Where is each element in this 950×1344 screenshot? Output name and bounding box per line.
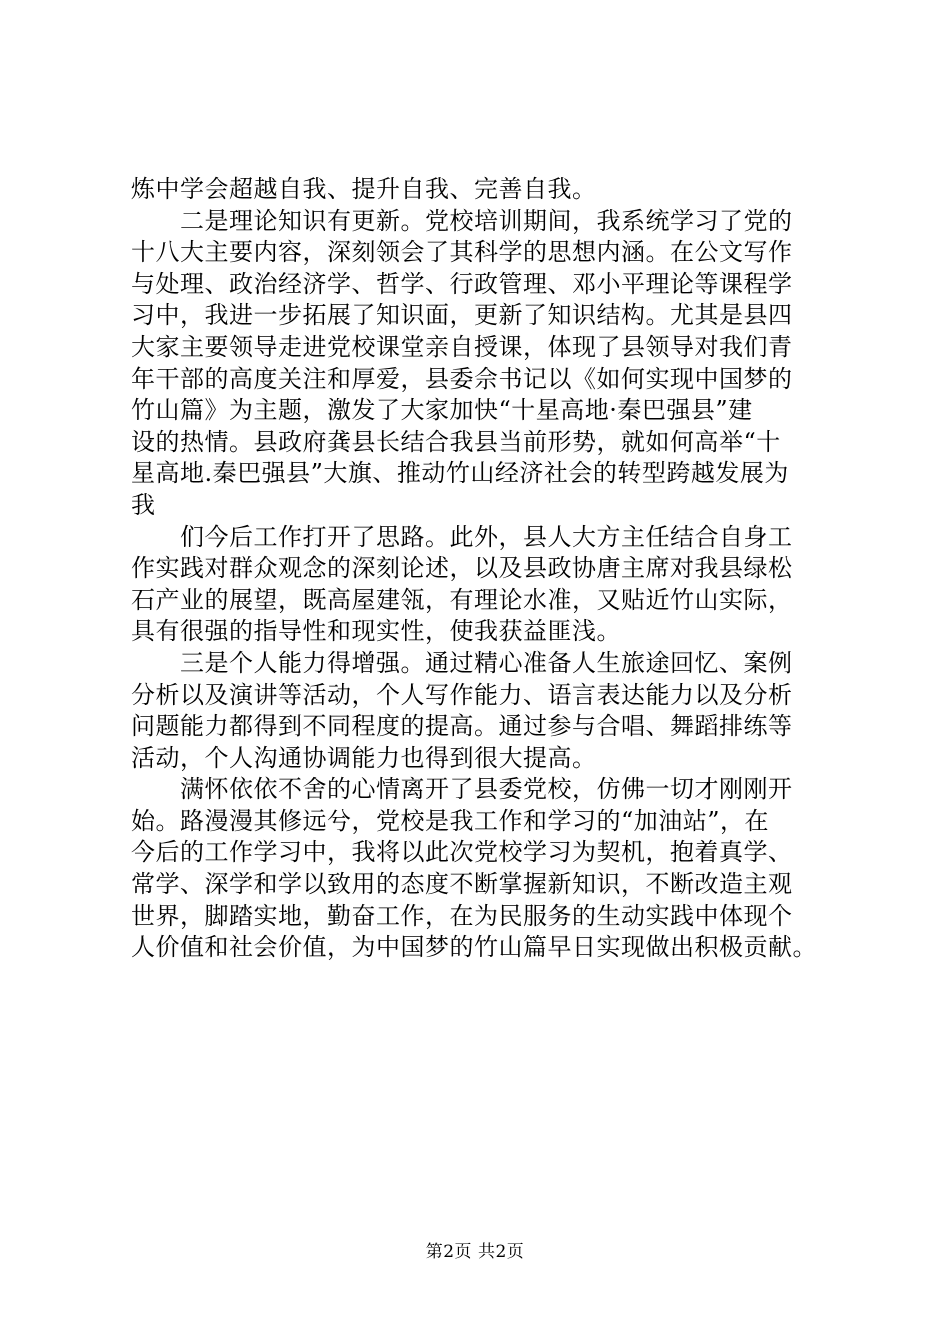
text-line: 们今后工作打开了思路。此外，县人大方主任结合自身工 — [131, 522, 793, 551]
text-line: 我 — [131, 490, 156, 519]
page-footer — [0, 1240, 950, 1264]
text-line: 分析以及演讲等活动，个人写作能力、语言表达能力以及分析 — [131, 680, 793, 709]
text-line: 人价值和社会价值，为中国梦的竹山篇早日实现做出积极贡献。 — [131, 933, 817, 962]
text-line: 常学、深学和学以致用的态度不断掌握新知识，不断改造主观 — [131, 870, 793, 899]
text-line: 石产业的展望，既高屋建瓴，有理论水准，又贴近竹山实际， — [131, 585, 793, 614]
text-line: 世界，脚踏实地，勤奋工作，在为民服务的生动实践中体现个 — [131, 901, 793, 930]
page-number: 第2页 共2页 — [425, 1242, 525, 1262]
text-line: 问题能力都得到不同程度的提高。通过参与合唱、舞蹈排练等 — [131, 712, 793, 741]
text-line: 星高地.秦巴强县”大旗、推动竹山经济社会的转型跨越发展为 — [131, 459, 789, 488]
text-line: 习中，我进一步拓展了知识面，更新了知识结构。尤其是县四 — [131, 301, 793, 330]
text-line: 作实践对群众观念的深刻论述，以及县政协唐主席对我县绿松 — [131, 554, 793, 583]
text-line: 二是理论知识有更新。党校培训期间，我系统学习了党的 — [131, 206, 793, 235]
body-text — [131, 174, 841, 964]
text-line: 大家主要领导走进党校课堂亲自授课，体现了县领导对我们青 — [131, 332, 793, 361]
text-line: 始。路漫漫其修远兮，党校是我工作和学习的“加油站”，在 — [131, 806, 770, 835]
text-line: 年干部的高度关注和厚爱，县委佘书记以《如何实现中国梦的 — [131, 364, 793, 393]
text-line: 今后的工作学习中，我将以此次党校学习为契机，抱着真学、 — [131, 838, 793, 867]
text-line: 设的热情。县政府龚县长结合我县当前形势，就如何高举“十 — [131, 427, 781, 456]
text-line: 炼中学会超越自我、提升自我、完善自我。 — [131, 175, 597, 203]
text-line: 三是个人能力得增强。通过精心准备人生旅途回忆、案例 — [131, 648, 793, 677]
text-line: 具有很强的指导性和现实性，使我获益匪浅。 — [131, 617, 621, 646]
text-line: 竹山篇》为主题，激发了大家加快“十星高地·秦巴强县”建 — [131, 396, 753, 425]
text-line: 与处理、政治经济学、哲学、行政管理、邓小平理论等课程学 — [131, 269, 793, 298]
text-line: 满怀依依不舍的心情离开了县委党校，仿佛一切才刚刚开 — [131, 775, 793, 804]
text-line: 十八大主要内容，深刻领会了其科学的思想内涵。在公文写作 — [131, 238, 793, 267]
text-line: 活动，个人沟通协调能力也得到很大提高。 — [131, 743, 597, 772]
